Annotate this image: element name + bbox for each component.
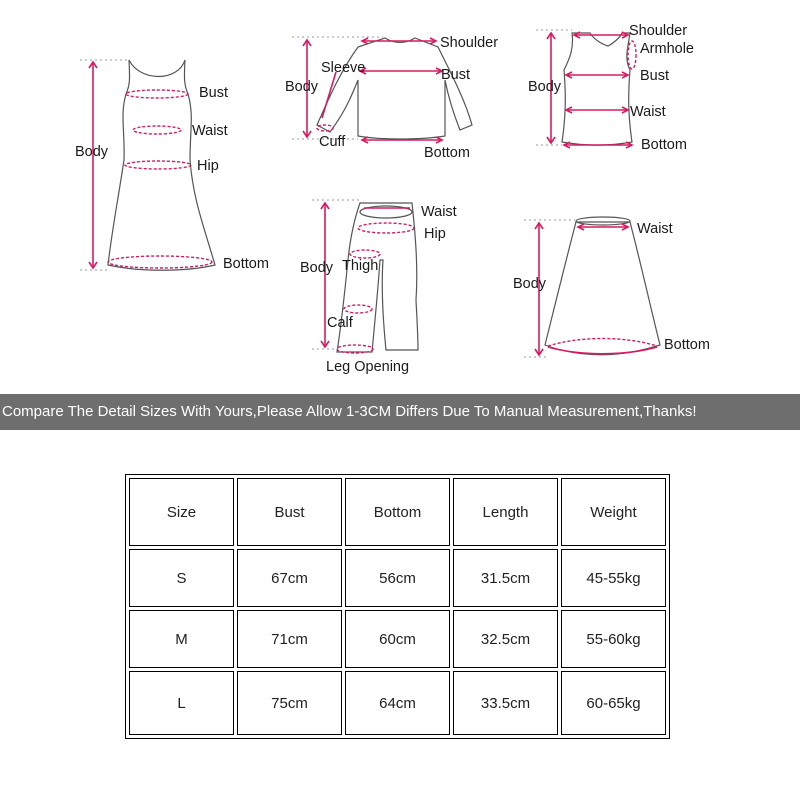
table-cell: 33.5cm	[453, 671, 558, 735]
table-cell: 71cm	[237, 610, 342, 668]
shirt-body-label: Body	[285, 79, 319, 95]
measurement-diagrams	[0, 0, 800, 395]
table-cell: M	[129, 610, 234, 668]
shirt-bottom-label: Bottom	[424, 145, 470, 161]
skirt-bottom-label: Bottom	[664, 337, 710, 353]
table-row	[129, 610, 666, 668]
notice-text: Compare The Detail Sizes With Yours,Please Allow 1-3CM Differs Due To Manual Measurement,Thanks!	[2, 403, 697, 420]
vest-bust-label: Bust	[640, 68, 670, 84]
dress-bottom-label: Bottom	[223, 256, 269, 272]
table-cell: 55-60kg	[561, 610, 666, 668]
header-cell: Length	[453, 478, 558, 546]
dress-waist-label: Waist	[192, 123, 228, 139]
table-row	[129, 549, 666, 607]
shirt-bust-label: Bust	[441, 67, 471, 83]
shirt-shoulder-label: Shoulder	[440, 35, 499, 51]
header-cell: Bust	[237, 478, 342, 546]
diagrams-svg	[0, 0, 800, 395]
dress-diagram	[75, 60, 269, 272]
table-row	[129, 671, 666, 735]
table-cell: 32.5cm	[453, 610, 558, 668]
pants-body-label: Body	[300, 260, 334, 276]
table-cell: 64cm	[345, 671, 450, 735]
pants-leg-opening-label: Leg Opening	[326, 359, 410, 375]
table-cell: 56cm	[345, 549, 450, 607]
header-cell: Size	[129, 478, 234, 546]
shirt-sleeve-label: Sleeve	[321, 60, 366, 76]
notice-banner	[0, 394, 800, 430]
pants-hip-label: Hip	[424, 226, 446, 242]
vest-bottom-label: Bottom	[641, 137, 687, 153]
dress-body-label: Body	[75, 144, 109, 160]
pants-calf-label: Calf	[327, 315, 353, 331]
vest-waist-label: Waist	[630, 104, 666, 120]
skirt-waist-label: Waist	[637, 221, 673, 237]
shirt-diagram	[285, 35, 498, 161]
dress-bust-label: Bust	[199, 85, 229, 101]
header-cell: Bottom	[345, 478, 450, 546]
size-table	[125, 474, 670, 739]
table-cell: 60cm	[345, 610, 450, 668]
pants-thigh-label: Thigh	[342, 258, 379, 274]
table-cell: 45-55kg	[561, 549, 666, 607]
pants-waist-label: Waist	[421, 204, 457, 220]
table-cell: 75cm	[237, 671, 342, 735]
vest-armhole-label: Armhole	[640, 41, 694, 57]
table-cell: L	[129, 671, 234, 735]
vest-body-label: Body	[528, 79, 562, 95]
shirt-cuff-label: Cuff	[319, 134, 346, 150]
pants-diagram	[300, 200, 457, 375]
header-cell: Weight	[561, 478, 666, 546]
skirt-diagram	[513, 217, 710, 357]
table-cell: 67cm	[237, 549, 342, 607]
table-cell: 31.5cm	[453, 549, 558, 607]
vest-shoulder-label: Shoulder	[629, 23, 688, 39]
skirt-body-label: Body	[513, 276, 547, 292]
table-header-row	[129, 478, 666, 546]
dress-hip-label: Hip	[197, 158, 219, 174]
vest-diagram	[528, 23, 694, 153]
table-cell: S	[129, 549, 234, 607]
table-cell: 60-65kg	[561, 671, 666, 735]
